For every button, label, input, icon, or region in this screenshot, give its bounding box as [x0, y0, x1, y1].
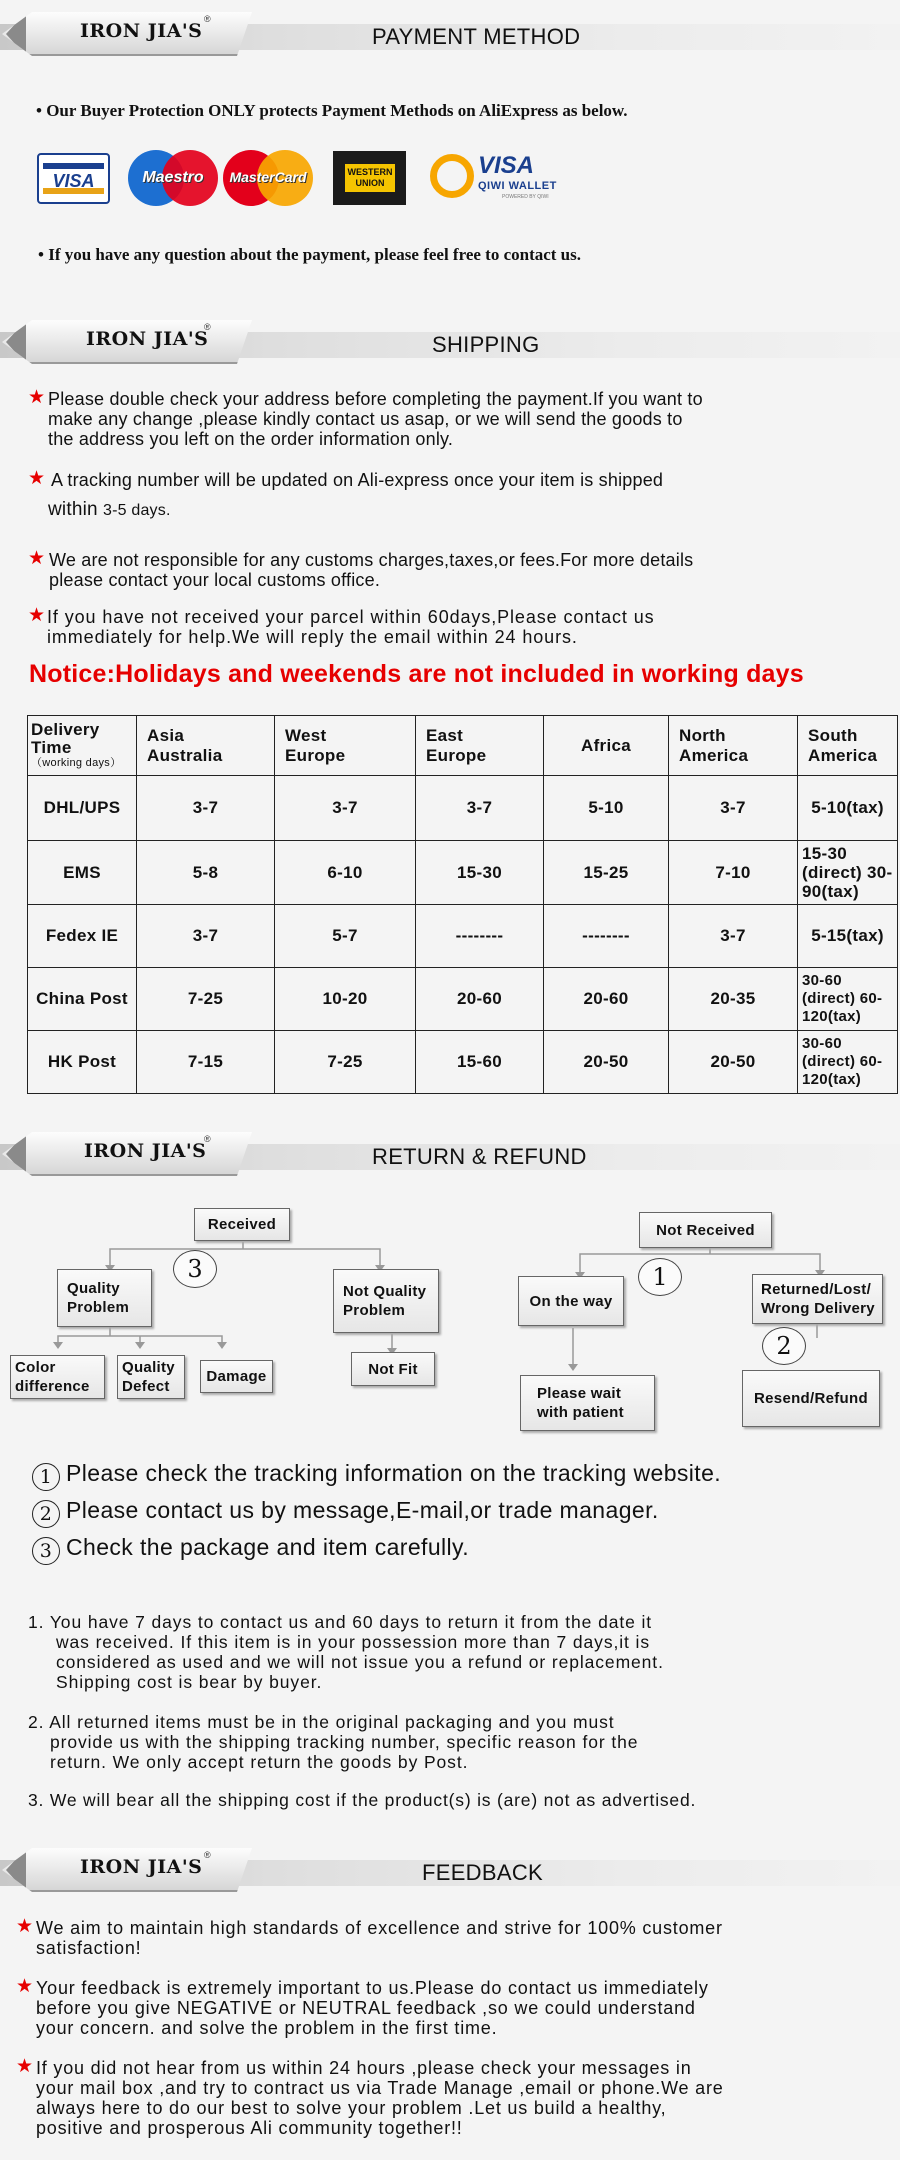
table-header-row [28, 716, 898, 776]
payment-contact-text: • If you have any question about the payment, please feel free to contact us. [38, 245, 582, 264]
star-icon: ★ [28, 387, 46, 408]
flow-not-received: Not Received [639, 1212, 772, 1248]
star-icon: ★ [16, 2056, 34, 2077]
table-header-cell: East Europe [416, 716, 544, 776]
mastercard-logo [223, 150, 313, 206]
table-cell: 5-10(tax) [798, 776, 898, 841]
table-header-cell: West Europe [275, 716, 416, 776]
section-title-return: RETURN & REFUND [372, 1144, 587, 1169]
table-header-cell: Asia Australia [137, 716, 275, 776]
circled-number-icon: 3 [32, 1537, 60, 1565]
western-union-logo [333, 151, 406, 205]
brand-name: IRON JIA'S [80, 20, 203, 42]
table-cell: 20-60 [416, 968, 544, 1031]
table-cell: 5-7 [275, 905, 416, 968]
flow-not-fit: Not Fit [351, 1352, 435, 1386]
section-title-feedback: FEEDBACK [422, 1860, 543, 1885]
flow-step-number-1: 1 [638, 1258, 682, 1296]
return-step-2: 2 Please contact us by message,E-mail,or trade manager. [32, 1497, 659, 1528]
table-cell: -------- [416, 905, 544, 968]
payment-protection-text: • Our Buyer Protection ONLY protects Payment Methods on AliExpress as below. [36, 101, 628, 120]
qiwi-visa-text: VISA [478, 152, 535, 179]
flow-on-the-way: On the way [518, 1276, 624, 1326]
visa-logo [37, 153, 110, 204]
table-row [28, 776, 898, 841]
table-cell: 3-7 [137, 776, 275, 841]
table-cell: -------- [544, 905, 669, 968]
western-union-logo-text: WESTERN UNION [345, 164, 395, 192]
registered-mark: ® [204, 322, 211, 332]
table-cell: 7-25 [275, 1031, 416, 1094]
carrier-name: China Post [28, 968, 137, 1031]
table-header-cell: North America [669, 716, 798, 776]
payment-banner [0, 0, 900, 56]
flow-damage: Damage [200, 1360, 273, 1393]
star-icon: ★ [28, 548, 46, 569]
holiday-notice: Notice:Holidays and weekends are not included in working days [29, 660, 804, 688]
table-header-cell: South America [798, 716, 898, 776]
star-icon: ★ [16, 1916, 34, 1937]
table-cell: 7-25 [137, 968, 275, 1031]
table-row [28, 968, 898, 1031]
qiwi-powered-text: POWERED BY QIWI [502, 194, 549, 200]
maestro-logo [128, 150, 218, 206]
section-title-shipping: SHIPPING [432, 332, 540, 357]
star-icon: ★ [28, 468, 46, 489]
return-banner [0, 1120, 900, 1176]
table-cell: 10-20 [275, 968, 416, 1031]
circled-number-icon: 1 [32, 1463, 60, 1491]
brand-name: IRON JIA'S [86, 328, 209, 350]
carrier-name: Fedex IE [28, 905, 137, 968]
shipping-note-not-received: ★ If you have not received your parcel within 60days,Please contact us immediately for help.We will reply the email within 24 hours. [28, 605, 655, 647]
table-cell: 20-35 [669, 968, 798, 1031]
shipping-note-tracking: ★ A tracking number will be updated on Ali-express once your item is shipped within 3-5 days. [28, 468, 664, 520]
table-cell: 20-50 [544, 1031, 669, 1094]
visa-logo-text: VISA [52, 171, 95, 191]
table-cell: 5-15(tax) [798, 905, 898, 968]
flow-received: Received [194, 1208, 290, 1241]
brand-name: IRON JIA'S [84, 1140, 207, 1162]
table-cell: 3-7 [669, 905, 798, 968]
return-step-1: 1 Please check the tracking information on the tracking website. [32, 1460, 721, 1491]
table-header-cell: Africa [544, 716, 669, 776]
feedback-note-contact: ★ If you did not hear from us within 24 hours ,please check your messages in your mail box ,and try to contract us via Trade Manage ,email or phone.We are always here to do our best to solve your problem .Let us build a healthy, positive and prosperous Ali community together!! [16, 2056, 724, 2138]
table-corner-cell: Delivery Time （working days） [28, 716, 137, 776]
delivery-time-table [27, 715, 898, 1094]
star-icon: ★ [16, 1976, 34, 1997]
table-cell: 3-7 [416, 776, 544, 841]
carrier-name: EMS [28, 841, 137, 905]
table-cell: 15-30 [416, 841, 544, 905]
table-cell: 7-10 [669, 841, 798, 905]
qiwi-visa-logo [430, 150, 560, 206]
table-cell: 3-7 [669, 776, 798, 841]
maestro-logo-text: Maestro [142, 169, 204, 186]
table-cell: 15-25 [544, 841, 669, 905]
table-cell: 30-60 (direct) 60-120(tax) [798, 1031, 898, 1094]
table-cell: 6-10 [275, 841, 416, 905]
return-rule-3: 3. We will bear all the shipping cost if the product(s) is (are) not as advertised. [28, 1790, 697, 1810]
shipping-note-address: ★ Please double check your address before completing the payment.If you want to make any change ,please kindly contact us asap, or we will send the goods to the address you left on the order information only. [28, 387, 703, 449]
return-step-3: 3 Check the package and item carefully. [32, 1534, 469, 1565]
circled-number-icon: 2 [32, 1500, 60, 1528]
qiwi-wallet-text: QIWI WALLET [478, 180, 557, 192]
feedback-note-standards: ★ We aim to maintain high standards of excellence and strive for 100% customer satisfaction! [16, 1916, 723, 1958]
registered-mark: ® [204, 1134, 211, 1144]
carrier-name: HK Post [28, 1031, 137, 1094]
table-cell: 5-10 [544, 776, 669, 841]
flow-please-wait: Please wait with patient [520, 1375, 655, 1431]
shipping-note-customs: ★ We are not responsible for any customs charges,taxes,or fees.For more details please contact your local customs office. [28, 548, 694, 590]
flow-step-number-2: 2 [762, 1327, 806, 1365]
return-rule-2: 2. All returned items must be in the original packaging and you must provide us with the shipping tracking number, specific reason for the return. We only accept return the goods by Post. [28, 1712, 639, 1772]
table-row [28, 841, 898, 905]
table-cell: 15-60 [416, 1031, 544, 1094]
flow-quality-defect: Quality Defect [117, 1355, 185, 1399]
table-cell: 15-30 (direct) 30-90(tax) [798, 841, 898, 905]
brand-name: IRON JIA'S [80, 1856, 203, 1878]
flow-resend-refund: Resend/Refund [742, 1370, 880, 1427]
table-cell: 20-60 [544, 968, 669, 1031]
mastercard-logo-text: MasterCard [229, 169, 307, 185]
feedback-banner [0, 1836, 900, 1892]
registered-mark: ® [204, 1850, 211, 1860]
flow-not-quality-problem: Not Quality Problem [333, 1269, 439, 1333]
flow-step-number-3: 3 [173, 1250, 217, 1288]
carrier-name: DHL/UPS [28, 776, 137, 841]
table-row [28, 1031, 898, 1094]
star-icon: ★ [28, 605, 46, 626]
flow-color-difference: Color difference [10, 1355, 105, 1399]
table-cell: 30-60 (direct) 60-120(tax) [798, 968, 898, 1031]
table-cell: 20-50 [669, 1031, 798, 1094]
table-row [28, 905, 898, 968]
table-cell: 3-7 [137, 905, 275, 968]
section-title-payment: PAYMENT METHOD [372, 24, 581, 49]
shipping-banner [0, 308, 900, 364]
table-cell: 3-7 [275, 776, 416, 841]
feedback-note-importance: ★ Your feedback is extremely important to us.Please do contact us immediately before you give NEGATIVE or NEUTRAL feedback ,so we could understand your concern. and solve the problem in the first time. [16, 1976, 709, 2038]
return-rule-1: 1. You have 7 days to contact us and 60 days to return it from the date it was received. If this item is in your possession more than 7 days,it is considered as used and we will not issue you a refund or replacement. Shipping cost is bear by buyer. [28, 1612, 664, 1692]
table-cell: 5-8 [137, 841, 275, 905]
flow-quality-problem: Quality Problem [57, 1269, 152, 1327]
flow-returned-lost: Returned/Lost/ Wrong Delivery [752, 1274, 883, 1324]
registered-mark: ® [204, 14, 211, 24]
table-cell: 7-15 [137, 1031, 275, 1094]
